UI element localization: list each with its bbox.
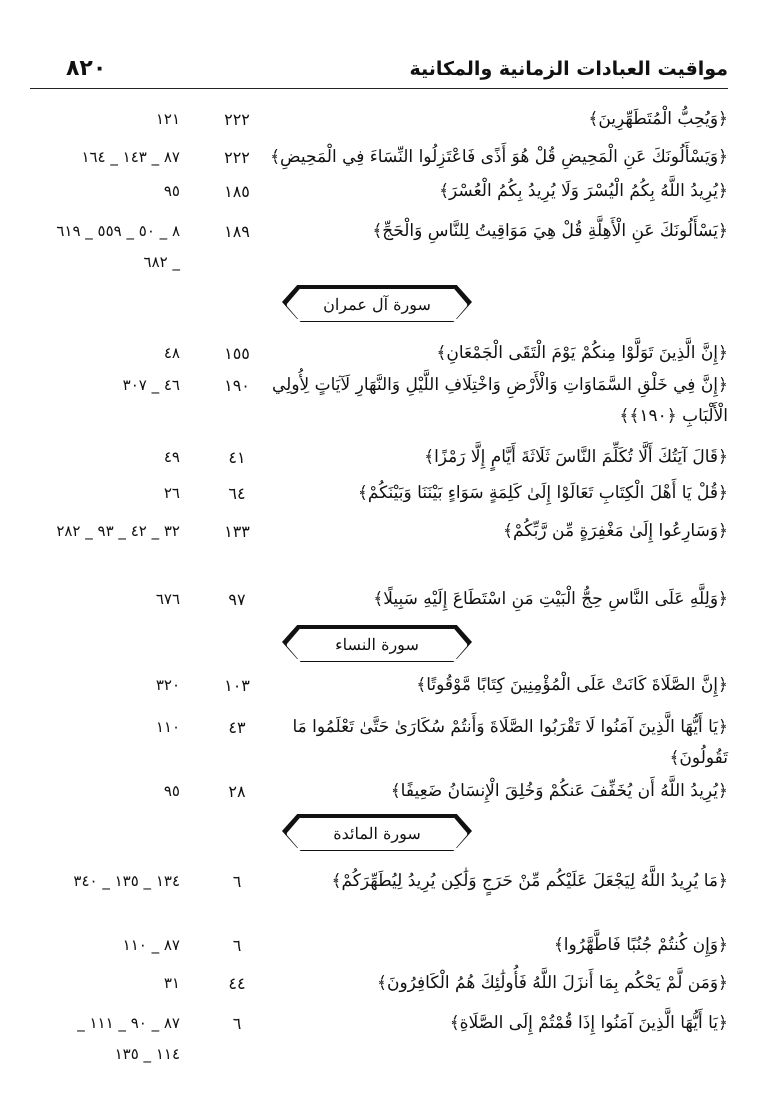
verse-text: ﴿يُرِيدُ اللَّهُ بِكُمُ الْيُسْرَ وَلَا يُرِيدُ بِكُمُ الْعُسْرَ﴾	[439, 181, 728, 201]
page-references: ٣١	[163, 974, 180, 992]
surah-heading	[280, 628, 474, 662]
page-references: ٣٢٠	[155, 676, 180, 694]
verse-text: ﴿وَمَن لَّمْ يَحْكُم بِمَا أَنزَلَ اللَّهُ فَأُولَٰئِكَ هُمُ الْكَافِرُونَ﴾	[377, 973, 728, 993]
page-references: ١١٠	[155, 718, 180, 736]
verse-text: ﴿قُلْ يَا أَهْلَ الْكِتَابِ تَعَالَوْا إِلَىٰ كَلِمَةٍ سَوَاءٍ بَيْنَنَا وَبَيْنَكُمْ﴾	[357, 483, 728, 503]
page-references: ٤٩	[163, 448, 180, 466]
page-references: ٨٧ _ ٩٠ _ ١١١ _ ١١٤ _ ١٣٥	[77, 1014, 180, 1063]
verse-text: ﴿إِنَّ الَّذِينَ تَوَلَّوْا مِنكُمْ يَوْمَ الْتَقَى الْجَمْعَانِ﴾	[436, 343, 728, 363]
surah-heading	[280, 288, 474, 322]
page-references: ٨٧ _ ١١٠	[122, 936, 180, 954]
ayah-number: ٩٧	[228, 590, 246, 609]
verse-text: ﴿وَلِلَّهِ عَلَى النَّاسِ حِجُّ الْبَيْتِ مَنِ اسْتَطَاعَ إِلَيْهِ سَبِيلًا﴾	[373, 589, 728, 609]
ayah-number: ٦	[232, 936, 242, 955]
verse-text: ﴿يَا أَيُّهَا الَّذِينَ آمَنُوا إِذَا قُمْتُمْ إِلَى الصَّلَاةِ﴾	[449, 1013, 728, 1033]
surah-name: سورة آل عمران	[323, 295, 431, 314]
verse-text: ﴿إِنَّ فِي خَلْقِ السَّمَاوَاتِ وَالْأَرْضِ وَاخْتِلَافِ اللَّيْلِ وَالنَّهَارِ لَآيَاتٍ لِأُولِي الْأَلْبَابِ ﴿١٩٠﴾﴾	[271, 375, 728, 426]
page-references: ٩٥	[163, 182, 180, 200]
ayah-number: ١٠٣	[224, 676, 250, 695]
page-references: ٦٧٦	[155, 590, 180, 608]
ayah-number: ٦	[232, 872, 242, 891]
verse-text: ﴿مَا يُرِيدُ اللَّهُ لِيَجْعَلَ عَلَيْكُم مِّنْ حَرَجٍ وَلَٰكِن يُرِيدُ لِيُطَهِّرَكُمْ﴾	[331, 871, 728, 891]
verse-text: ﴿يُرِيدُ اللَّهُ أَن يُخَفِّفَ عَنكُمْ وَخُلِقَ الْإِنسَانُ ضَعِيفًا﴾	[390, 781, 728, 801]
page-references: ١٣٤ _ ١٣٥ _ ٣٤٠	[73, 872, 180, 890]
page-references: ١٢١	[155, 110, 180, 128]
ayah-number: ٢٢٢	[224, 148, 250, 167]
ayah-number: ٤٣	[228, 718, 246, 737]
ayah-number: ٤١	[228, 448, 246, 467]
page-references: ٤٨	[163, 344, 180, 362]
page-references: ٢٦	[163, 484, 180, 502]
ayah-number: ٢٢٢	[224, 110, 250, 129]
surah-heading	[280, 817, 474, 851]
page-title: مواقيت العبادات الزمانية والمكانية	[409, 58, 728, 80]
ayah-number: ١٩٠	[224, 376, 250, 395]
page-references: ٨ _ ٥٠ _ ٥٥٩ _ ٦١٩ _ ٦٨٢	[56, 222, 180, 271]
verse-text: ﴿وَإِن كُنتُمْ جُنُبًا فَاطَّهَّرُوا﴾	[553, 935, 728, 955]
ayah-number: ٦٤	[228, 484, 246, 503]
ayah-number: ٤٤	[228, 974, 246, 993]
page-references: ٣٢ _ ٤٢ _ ٩٣ _ ٢٨٢	[56, 522, 180, 540]
page-references: ٩٥	[163, 782, 180, 800]
ayah-number: ٦	[232, 1014, 242, 1033]
verse-text: ﴿إِنَّ الصَّلَاةَ كَانَتْ عَلَى الْمُؤْمِنِينَ كِتَابًا مَّوْقُوتًا﴾	[416, 675, 728, 695]
ayah-number: ١٨٩	[224, 222, 250, 241]
verse-text: ﴿وَيُحِبُّ الْمُتَطَهِّرِينَ﴾	[588, 109, 728, 129]
verse-text: ﴿وَيَسْأَلُونَكَ عَنِ الْمَحِيضِ قُلْ هُوَ أَذًى فَاعْتَزِلُوا النِّسَاءَ فِي الْمَحِيضِ﴾	[270, 147, 728, 167]
ayah-number: ١٣٣	[224, 522, 250, 541]
verse-text: ﴿يَسْأَلُونَكَ عَنِ الْأَهِلَّةِ قُلْ هِيَ مَوَاقِيتُ لِلنَّاسِ وَالْحَجِّ﴾	[372, 221, 728, 241]
page-references: ٤٦ _ ٣٠٧	[122, 376, 180, 394]
ayah-number: ١٥٥	[224, 344, 250, 363]
surah-name: سورة المائدة	[333, 824, 421, 843]
ayah-number: ١٨٥	[224, 182, 250, 201]
verse-text: ﴿وَسَارِعُوا إِلَىٰ مَغْفِرَةٍ مِّن رَّبِّكُمْ﴾	[503, 521, 728, 541]
page-number: ٨٢٠	[66, 56, 107, 81]
verse-text: ﴿قَالَ آيَتُكَ أَلَّا تُكَلِّمَ النَّاسَ ثَلَاثَةَ أَيَّامٍ إِلَّا رَمْزًا﴾	[424, 447, 728, 467]
verse-text: ﴿يَا أَيُّهَا الَّذِينَ آمَنُوا لَا تَقْرَبُوا الصَّلَاةَ وَأَنتُمْ سُكَارَىٰ حَتَّىٰ تَعْلَمُوا مَا تَقُولُونَ﴾	[292, 717, 728, 768]
ayah-number: ٢٨	[228, 782, 246, 801]
surah-name: سورة النساء	[335, 635, 419, 654]
page-references: ٨٧ _ ١٤٣ _ ١٦٤	[81, 148, 180, 166]
page-header	[30, 54, 728, 89]
